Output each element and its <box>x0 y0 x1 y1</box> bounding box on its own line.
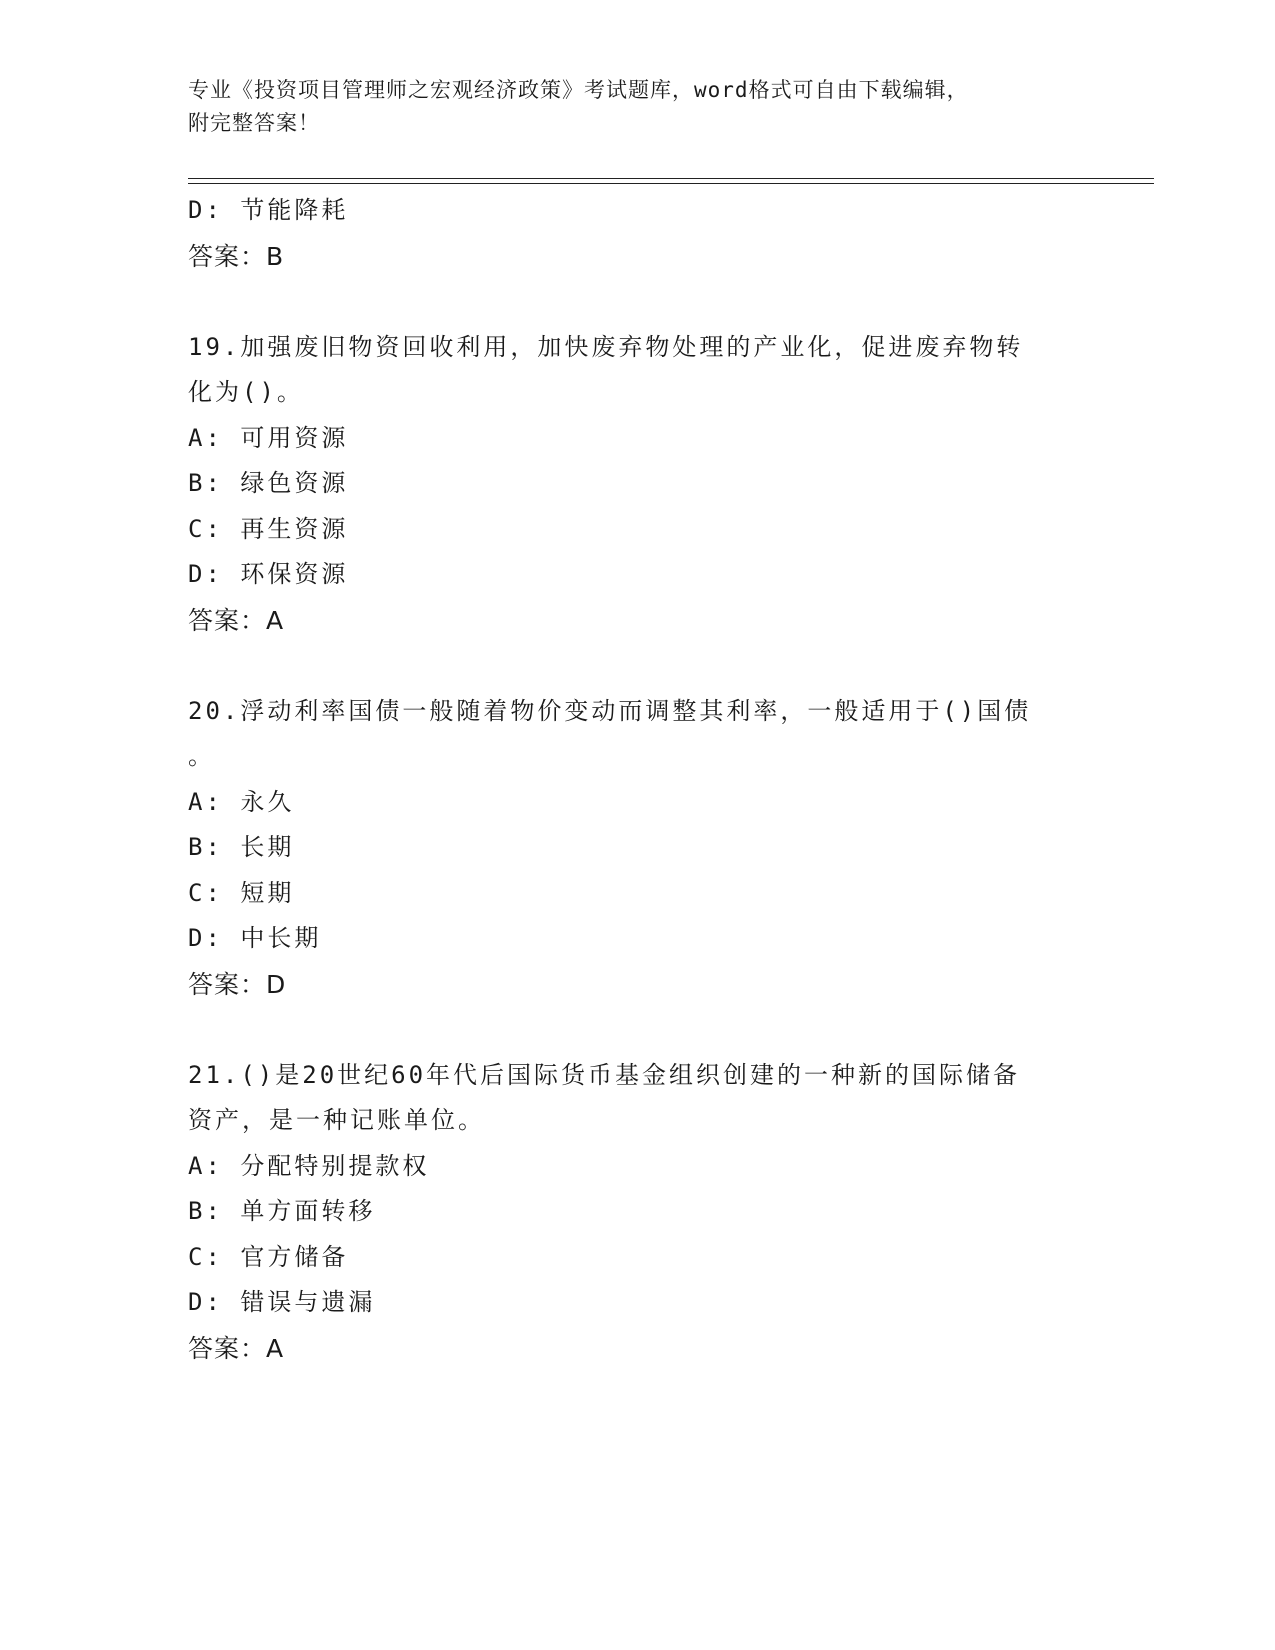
question-stem-line-1: 20.浮动利率国债一般随着物价变动而调整其利率，一般适用于()国债 <box>188 696 1032 725</box>
spacer <box>188 279 1068 325</box>
option-a: A: 分配特别提款权 <box>188 1151 430 1180</box>
option-d: D: 错误与遗漏 <box>188 1288 376 1316</box>
question-19 <box>188 325 1068 644</box>
question-stem-line-2: 。 <box>188 742 215 770</box>
question-21 <box>188 1053 1068 1372</box>
option-b: B: 绿色资源 <box>188 469 349 497</box>
option-a: A: 永久 <box>188 787 295 816</box>
header-divider-top <box>188 178 1154 179</box>
document-header <box>188 74 1068 140</box>
question-20 <box>188 689 1068 1008</box>
question-stem-line-1: 21.()是20世纪60年代后国际货币基金组织创建的一种新的国际储备 <box>188 1060 1021 1089</box>
answer-line: 答案：B <box>188 241 285 271</box>
answer-line: 答案：A <box>188 1333 285 1363</box>
spacer <box>188 1007 1068 1053</box>
answer-line: 答案：A <box>188 605 285 635</box>
option-d: D: 环保资源 <box>188 560 349 588</box>
header-line-1: 专业《投资项目管理师之宏观经济政策》考试题库，word格式可自由下载编辑， <box>188 78 969 102</box>
option-a: A: 可用资源 <box>188 423 349 452</box>
header-line-2: 附完整答案！ <box>188 111 320 135</box>
option-d: D: 中长期 <box>188 924 322 952</box>
option-c: C: 再生资源 <box>188 514 349 543</box>
question-stem-line-1: 19.加强废旧物资回收利用，加快废弃物处理的产业化，促进废弃物转 <box>188 332 1024 361</box>
header-divider-bottom <box>188 183 1154 184</box>
option-d: D: 节能降耗 <box>188 196 349 224</box>
option-b: B: 长期 <box>188 833 295 861</box>
question-stem-line-2: 资产，是一种记账单位。 <box>188 1106 485 1134</box>
option-c: C: 短期 <box>188 878 295 907</box>
option-c: C: 官方储备 <box>188 1242 349 1271</box>
spacer <box>188 643 1068 689</box>
option-b: B: 单方面转移 <box>188 1197 376 1225</box>
previous-question-tail <box>188 188 1068 279</box>
question-stem-line-2: 化为()。 <box>188 378 304 406</box>
question-list <box>188 188 1068 1371</box>
answer-line: 答案：D <box>188 969 287 999</box>
